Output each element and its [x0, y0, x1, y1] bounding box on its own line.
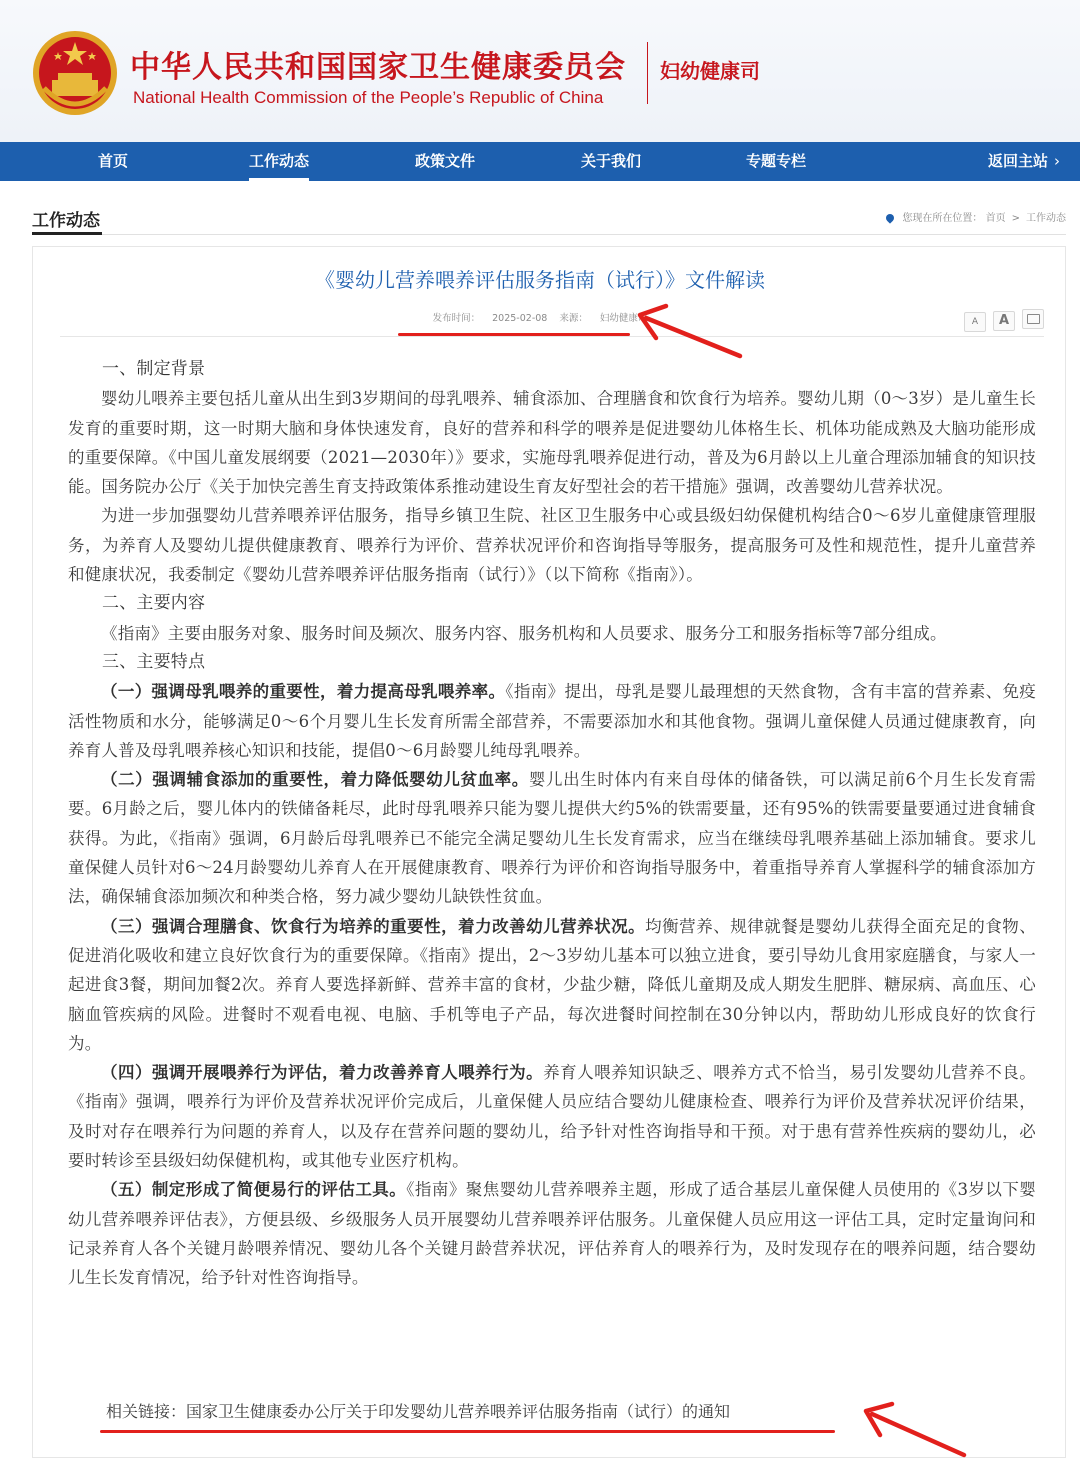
- paragraph-main-content: 《指南》主要由服务对象、服务时间及频次、服务内容、服务机构和人员要求、服务分工和服务指标等7部分组成。: [101, 623, 947, 643]
- related-links: [106, 1399, 730, 1422]
- heading-main-content: 二、主要内容: [102, 593, 206, 614]
- feature-2-text: 婴儿出生时体内有来自母体的储备铁，可以满足前6个月生长发育需要。6月龄之后，婴儿体内的铁储备耗尽，此时母乳喂养只能为婴儿提供大约5%的铁需要量，还有95%的铁需要量要通过进食辅食获得。为此，《指南》强调，6月龄后母乳喂养已不能完全满足婴幼儿生长发育需求，应当在继续母乳喂养基础上添加辅食。要求儿童保健人员针对6～24月龄婴幼儿养育人在开展健康教育、喂养行为评价和咨询指导服务中，着重指导养育人掌握科学的辅食添加方法，确保辅食添加频次和种类合格，努力减少婴幼儿缺铁性贫血。: [68, 770, 1037, 907]
- feature-4: [68, 1058, 1036, 1175]
- paragraph-background-2: 为进一步加强婴幼儿营养喂养评估服务，指导乡镇卫生院、社区卫生服务中心或县级妇幼保健机构结合0～6岁儿童健康管理服务，为养育人及婴幼儿提供健康教育、喂养行为评价、营养状况评价和咨询指导等服务，提高服务可及性和规范性，提升儿童营养和健康状况，我委制定《婴幼儿营养喂养评估服务指南（试行）》（以下简称《指南》）。: [68, 506, 1036, 585]
- meta-divider: [60, 336, 1044, 337]
- font-large-glyph: A: [998, 313, 1010, 328]
- feature-5-title: （五）制定形成了简便易行的评估工具。: [101, 1180, 407, 1200]
- location-pin-icon: [885, 212, 896, 223]
- site-header: [0, 0, 1080, 142]
- annotation-underline-related: [100, 1430, 835, 1433]
- department-name[interactable]: 妇幼健康司: [660, 59, 760, 83]
- org-name-cn: 中华人民共和国国家卫生健康委员会: [130, 50, 626, 85]
- feature-4-title: （四）强调开展喂养行为评估，着力改善养育人喂养行为。: [101, 1063, 544, 1083]
- chevron-right-icon: ›: [1054, 152, 1061, 170]
- nav-item-work-news[interactable]: 工作动态: [249, 142, 309, 181]
- national-emblem-icon: [30, 28, 120, 118]
- article-tools: [957, 309, 1044, 332]
- heading-background: 一、制定背景: [102, 359, 206, 379]
- feature-3-title: （三）强调合理膳食、饮食行为培养的重要性，着力改善幼儿营养状况。: [101, 916, 646, 936]
- main-nav: [0, 142, 1080, 181]
- feature-1: [68, 677, 1036, 765]
- heading-features: 三、主要特点: [102, 651, 206, 672]
- section-rule: [32, 234, 1066, 235]
- header-divider: [647, 42, 648, 104]
- article-meta: [0, 310, 1080, 324]
- font-small-glyph: A: [971, 317, 979, 327]
- feature-4-text: 养育人喂养知识缺乏、喂养方式不恰当，易引发婴幼儿营养不良。《指南》强调，喂养行为评价及营养状况评价完成后，儿童保健人员应结合婴幼儿健康检查、喂养行为评价及营养状况评价结果，及时对存在喂养行为问题的养育人，以及存在营养问题的婴幼儿，给予针对性咨询指导和干预。对于患有营养性疾病的婴幼儿，必要时转诊至县级妇幼保健机构，或其他专业医疗机构。: [68, 1063, 1036, 1171]
- print-button[interactable]: [1022, 309, 1044, 329]
- publish-time: [433, 313, 548, 324]
- breadcrumb-home[interactable]: 首页: [985, 213, 1006, 224]
- org-name-en: National Health Commission of the People’s Republic of China: [133, 88, 604, 107]
- nav-item-home[interactable]: 首页: [97, 152, 129, 170]
- annotation-underline-meta: [398, 333, 630, 336]
- feature-2: [68, 765, 1036, 911]
- printer-icon: [1027, 314, 1040, 324]
- feature-1-text: 《指南》提出，母乳是婴儿最理想的天然食物，含有丰富的营养素、免疫活性物质和水分，能够满足0～6个月婴儿生长发育所需全部营养，不需要添加水和其他食物。强调儿童保健人员通过健康教育，向养育人普及母乳喂养核心知识和技能，提倡0～6月龄婴儿纯母乳喂养。: [68, 682, 1036, 760]
- related-link-notice[interactable]: 国家卫生健康委办公厅关于印发婴幼儿营养喂养评估服务指南（试行）的通知: [186, 1402, 731, 1421]
- section-title: 工作动态: [32, 211, 100, 231]
- paragraph-background-1: 婴幼儿喂养主要包括儿童从出生到3岁期间的母乳喂养、辅食添加、合理膳食和饮食行为培养。婴幼儿期（0～3岁）是儿童生长发育的重要时期，这一时期大脑和身体快速发育，良好的营养和科学的喂养是促进婴幼儿体格生长、机体功能成熟及大脑功能形成的重要保障。《中国儿童发展纲要（2021—2030年）》要求，实施母乳喂养促进行动，普及为6月龄以上儿童合理添加辅食的知识技能。国务院办公厅《关于加快完善生育支持政策体系推动建设生育友好型社会的若干措施》强调，改善婴幼儿营养状况。: [68, 389, 1036, 497]
- annotation-arrow-icon: [858, 1400, 973, 1460]
- article-body: [68, 355, 1036, 1293]
- annotation-arrow-icon: [632, 300, 747, 362]
- feature-3: [68, 912, 1036, 1058]
- nav-item-special-topics[interactable]: 专题专栏: [745, 152, 807, 170]
- breadcrumb-separator: >: [1011, 213, 1020, 224]
- back-to-main-site-link[interactable]: [988, 142, 1060, 181]
- back-label: 返回主站: [988, 152, 1049, 170]
- nav-item-policy-docs[interactable]: 政策文件: [414, 152, 476, 170]
- font-decrease-button[interactable]: [964, 312, 986, 332]
- font-increase-button[interactable]: [993, 311, 1015, 331]
- feature-2-title: （二）强调辅食添加的重要性，着力降低婴幼儿贫血率。: [101, 770, 529, 790]
- nav-item-about-us[interactable]: 关于我们: [580, 152, 642, 170]
- section-underline: [32, 232, 102, 235]
- source-value: 妇幼健康司: [599, 313, 648, 324]
- feature-5-text: 《指南》聚焦婴幼儿营养喂养主题，形成了适合基层儿童保健人员使用的《3岁以下婴幼儿营养喂养评估表》，方便县级、乡级服务人员开展婴幼儿营养喂养评估服务。儿童保健人员应用这一评估工具，定时定量询问和记录养育人各个关键月龄喂养情况、婴幼儿各个关键月龄营养状况，评估养育人的喂养行为，及时发现存在的喂养问题，结合婴幼儿生长发育情况，给予针对性咨询指导。: [68, 1180, 1036, 1288]
- feature-1-title: （一）强调母乳喂养的重要性，着力提高母乳喂养率。: [101, 682, 506, 702]
- breadcrumb-current[interactable]: 工作动态: [1026, 213, 1066, 224]
- related-label: 相关链接：: [106, 1402, 187, 1421]
- feature-5: [68, 1175, 1036, 1292]
- source-label: 来源：: [559, 313, 588, 324]
- feature-3-text: 均衡营养、规律就餐是婴幼儿获得全面充足的食物、促进消化吸收和建立良好饮食行为的重要保障。《指南》提出，2～3岁幼儿基本可以独立进食，要引导幼儿食用家庭膳食，与家人一起进食3餐，期间加餐2次。养育人要选择新鲜、营养丰富的食材，少盐少糖，降低儿童期及成人期发生肥胖、糖尿病、高血压、心脑血管疾病的风险。进餐时不观看电视、电脑、手机等电子产品，每次进餐时间控制在30分钟以内，帮助幼儿形成良好的饮食行为。: [68, 916, 1036, 1053]
- breadcrumb-prefix: 您现在所在位置：: [902, 213, 983, 224]
- article-title: 《婴幼儿营养喂养评估服务指南（试行）》文件解读: [315, 268, 765, 292]
- publish-date: 2025-02-08: [492, 313, 548, 324]
- publish-label: 发布时间：: [432, 313, 481, 324]
- breadcrumb: [886, 209, 1066, 224]
